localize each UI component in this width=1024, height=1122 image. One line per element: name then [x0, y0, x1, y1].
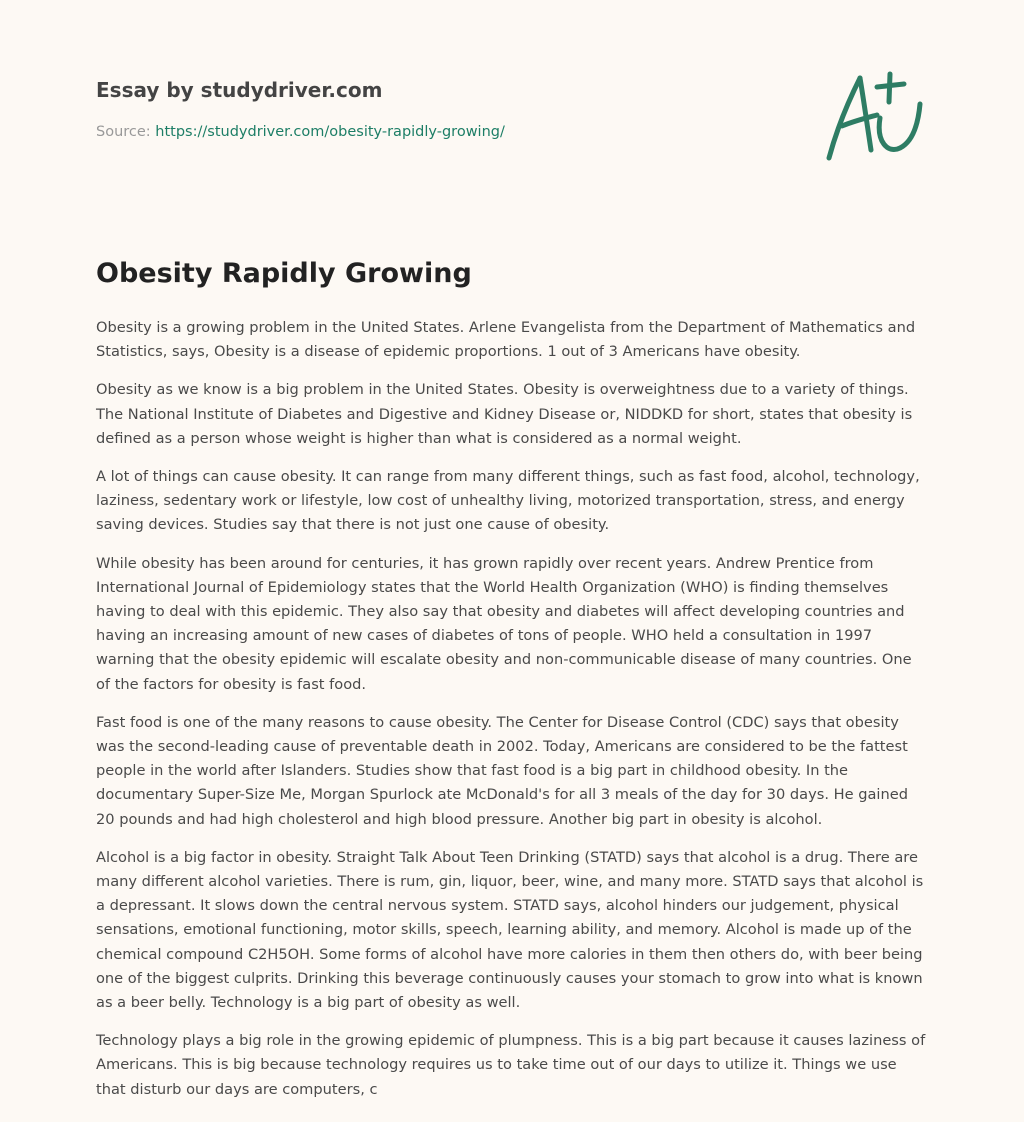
- paragraph: Technology plays a big role in the growing epidemic of plumpness. This is a big part because it causes laziness of Americans. This is big because technology requires us to take time out of our days to utilize it. Things we use that disturb our days are computers, c: [96, 1032, 926, 1098]
- a-plus-logo-icon: [820, 66, 932, 166]
- source-link[interactable]: https://studydriver.com/obesity-rapidly-growing/: [155, 124, 505, 140]
- paragraph: Obesity as we know is a big problem in the United States. Obesity is overweightness due to a variety of things. The National Institute of Diabetes and Digestive and Kidney Disease or, NIDDKD for short, states that obesity is defined as a person whose weight is higher than what is considered as a normal weight.: [96, 381, 913, 447]
- paragraph: Fast food is one of the many reasons to cause obesity. The Center for Disease Control (CDC) says that obesity was the second-leading cause of preventable death in 2002. Today, Americans are considered to be the fattest people in the world after Islanders. Studies show that fast food is a big part in childhood obesity. In the documentary Super-Size Me, Morgan Spurlock ate McDonald's for all 3 meals of the day for 30 days. He gained 20 pounds and had high cholesterol and high blood pressure. Another big part in obesity is alcohol.: [96, 713, 908, 828]
- paragraph: Alcohol is a big factor in obesity. Straight Talk About Teen Drinking (STATD) says that alcohol is a drug. There are many different alcohol varieties. There is rum, gin, liquor, beer, wine, and many more. STATD says that alcohol is a depressant. It slows down the central nervous system. STATD says, alcohol hinders our judgement, physical sensations, emotional functioning, motor skills, speech, learning ability, and memory. Alcohol is made up of the chemical compound C2H5OH. Some forms of alcohol have more calories in them then others do, with beer being one of the biggest culprits. Drinking this beverage continuously causes your stomach to grow into what is known as a beer belly. Technology is a big part of obesity as well.: [96, 848, 924, 1012]
- brand-title: Essay by studydriver.com: [96, 78, 383, 102]
- paragraph: While obesity has been around for centuries, it has grown rapidly over recent years. Andrew Prentice from International Journal of Epidemiology states that the World Health Organization (WHO) is finding themselves having to deal with this epidemic. They also say that obesity and diabetes will affect developing countries and having an increasing amount of new cases of diabetes of tons of people. WHO held a consultation in 1997 warning that the obesity epidemic will escalate obesity and non-communicable disease of many countries. One of the factors for obesity is fast food.: [96, 554, 912, 693]
- paragraph: Obesity is a growing problem in the United States. Arlene Evangelista from the Department of Mathematics and Statistics, says, Obesity is a disease of epidemic proportions. 1 out of 3 Americans have obesity.: [96, 319, 916, 361]
- page-header: [96, 76, 796, 142]
- source-label: Source:: [96, 124, 156, 140]
- essay-body: [96, 316, 928, 1116]
- source-line: [96, 122, 796, 142]
- essay-title: Obesity Rapidly Growing: [96, 258, 472, 289]
- paragraph: A lot of things can cause obesity. It can range from many different things, such as fast food, alcohol, technology, laziness, sedentary work or lifestyle, low cost of unhealthy living, motorized transportation, stress, and energy saving devices. Studies say that there is not just one cause of obesity.: [96, 468, 920, 534]
